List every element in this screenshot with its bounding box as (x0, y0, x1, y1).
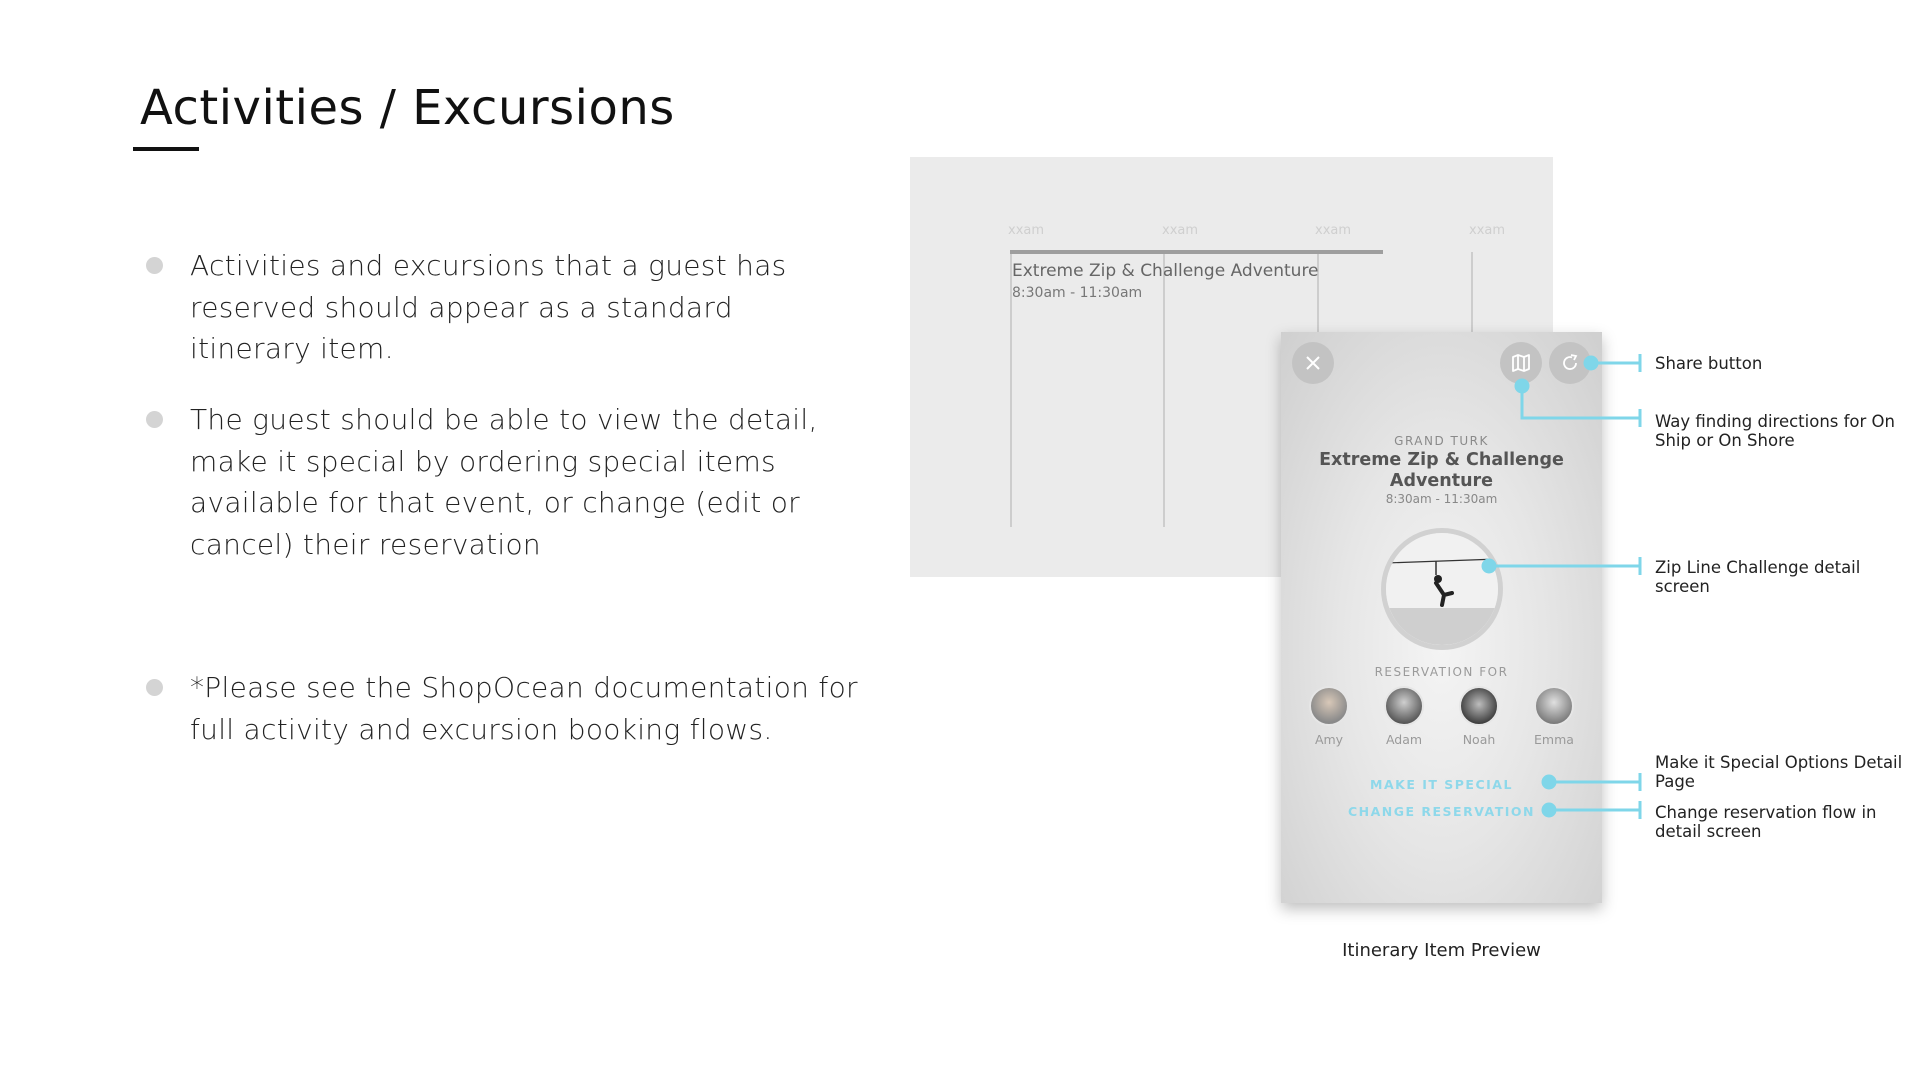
annotation-wayfinding: Way finding directions for On Ship or On Shore (1655, 412, 1895, 450)
detail-title: Extreme Zip & Challenge Adventure (1319, 450, 1564, 491)
timeline-tick-label: xxam (1315, 223, 1352, 238)
event-title[interactable]: Extreme Zip & Challenge Adventure (1012, 261, 1319, 281)
bullet-text: *Please see the ShopOcean documentation for full activity and excursion booking flows. (190, 671, 858, 746)
change-reservation-link[interactable]: CHANGE RESERVATION (1347, 804, 1536, 819)
bullet-text: Activities and excursions that a guest has reserved should appear as a standard itinerary item. (190, 249, 787, 365)
guest-name: Noah (1462, 732, 1496, 747)
reservation-label: RESERVATION FOR (1374, 665, 1509, 679)
timeline-tick-label: xxam (1008, 223, 1045, 238)
preview-caption: Itinerary Item Preview (1342, 940, 1541, 961)
detail-time: 8:30am - 11:30am (1385, 492, 1498, 506)
bullet-text: The guest should be able to view the detail, make it special by ordering special items available for that event, or change (edit or cancel) their reservation (190, 403, 818, 561)
annotation-make-special: Make it Special Options Detail Page (1655, 753, 1903, 791)
timeline-tick-label: xxam (1162, 223, 1199, 238)
guest-name: Amy (1314, 732, 1344, 747)
event-time: 8:30am - 11:30am (1012, 285, 1143, 301)
event-location: GRAND TURK (1394, 434, 1489, 448)
timeline-tick-label: xxam (1469, 223, 1506, 238)
page-title: Activities / Excursions (140, 80, 675, 136)
annotation-change-reservation: Change reservation flow in detail screen (1655, 803, 1877, 841)
guest-name: Emma (1534, 732, 1574, 747)
annotation-detail: Zip Line Challenge detail screen (1655, 558, 1861, 596)
annotation-share: Share button (1655, 354, 1763, 373)
connector-line (1522, 386, 1640, 418)
make-it-special-link[interactable]: MAKE IT SPECIAL (1370, 777, 1513, 792)
guest-name: Adam (1385, 732, 1423, 747)
